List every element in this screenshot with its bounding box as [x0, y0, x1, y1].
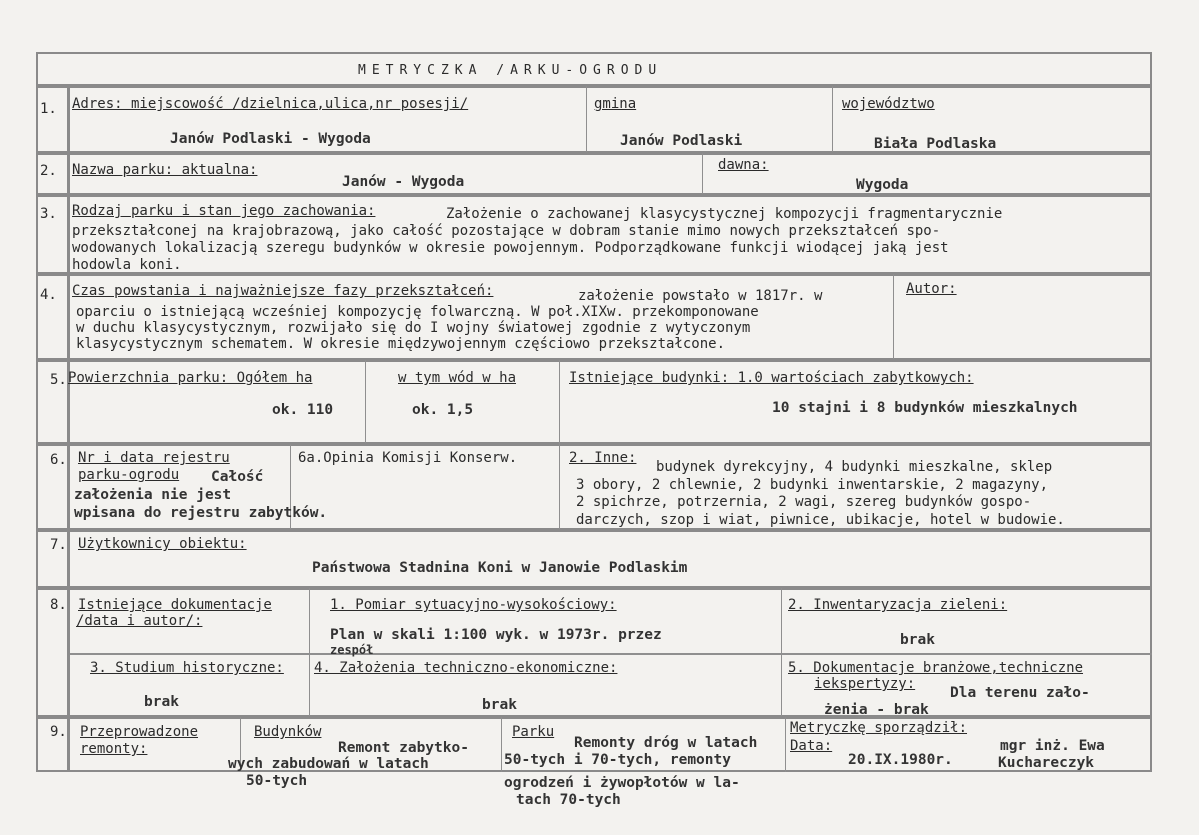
address-label: Adres: miejscowość /dzielnica,ulica,nr posesji/ — [72, 96, 469, 112]
voivodeship-value: Biała Podlaska — [874, 136, 997, 152]
vline-s5-b — [559, 360, 560, 529]
historical-study-value: brak — [144, 694, 179, 710]
survey-label: 1. Pomiar sytuacyjno-wysokościowy: — [330, 597, 617, 613]
park-name-former: Wygoda — [856, 177, 909, 193]
park-name-former-label: dawna: — [718, 157, 769, 173]
history-line-1: założenie powstało w 1817r. w — [578, 288, 823, 304]
conservation-opinion-label: 6a.Opinia Komisji Konserw. — [298, 450, 518, 466]
park-type-line-2: przekształconej na krajobrazową, jako całość pozostające w dobram stanie mimo nowych przekształceń spo- — [72, 223, 941, 239]
register-label-2: parku-ogrodu — [78, 467, 180, 483]
divider-3 — [36, 272, 1152, 276]
branch-docs-value-2: żenia - brak — [824, 702, 929, 718]
prepared-by-label: Metryczkę sporządził: — [790, 720, 968, 736]
other-buildings-line-2: 3 obory, 2 chlewnie, 2 budynki inwentarskie, 2 magazyny, — [576, 477, 1049, 493]
other-buildings-line-1: budynek dyrekcyjny, 4 budynki mieszkalne, sklep — [656, 459, 1053, 475]
survey-value-1: Plan w skali 1:100 wyk. w 1973r. przez — [330, 627, 662, 643]
vline-s8-b — [781, 588, 782, 716]
vline-s5-a — [365, 360, 366, 443]
area-label: Powierzchnia parku: Ogółem ha — [68, 370, 313, 386]
section-1-number: 1. — [40, 101, 57, 117]
section-5-number: 5. — [50, 372, 67, 388]
vline-s9-b — [501, 717, 502, 772]
register-label-1: Nr i data rejestru — [78, 450, 230, 466]
register-value-1: Całość — [211, 469, 264, 485]
history-line-2: oparciu o istniejącą wcześniej kompozycję folwarczną. W poł.XIXw. przekomponowane — [76, 304, 759, 320]
branch-docs-label-1: 5. Dokumentacje branżowe,techniczne — [788, 660, 1084, 676]
register-value-2: założenia nie jest — [74, 487, 232, 503]
users-label: Użytkownicy obiektu: — [78, 536, 247, 552]
history-line-4: klasycystycznym schematem. W okresie międzywojennym częściowo przekształcone. — [76, 336, 726, 352]
water-value: ok. 1,5 — [412, 402, 474, 418]
park-renovation-2: 50-tych i 70-tych, remonty — [504, 752, 731, 768]
voivodeship-label: województwo — [842, 96, 935, 112]
divider-title — [36, 84, 1152, 88]
vline-s4 — [893, 274, 894, 359]
branch-docs-label-2: iekspertyzy: — [814, 676, 916, 692]
park-renovation-4: tach 70-tych — [516, 792, 621, 808]
divider-5 — [36, 442, 1152, 446]
buildings-label: Istniejące budynki: 1.0 wartościach zabytkowych: — [569, 370, 974, 386]
park-type-label: Rodzaj parku i stan jego zachowania: — [72, 203, 376, 219]
greenery-inventory-value: brak — [900, 632, 935, 648]
park-type-line-1: Założenie o zachowanej klasycystycznej kompozycji fragmentarycznie — [446, 206, 1003, 222]
address-value: Janów Podlaski - Wygoda — [170, 131, 371, 147]
park-name-current: Janów - Wygoda — [342, 174, 465, 190]
preparer-name-1: mgr inż. Ewa — [1000, 738, 1105, 754]
buildings-value: 10 stajni i 8 budynków mieszkalnych — [772, 400, 1078, 416]
gmina-label: gmina — [594, 96, 637, 112]
survey-value-2: zespół — [330, 643, 374, 657]
author-label: Autor: — [906, 281, 957, 297]
section-8-number: 8. — [50, 597, 67, 613]
park-type-line-4: hodowla koni. — [72, 257, 182, 273]
date-value: 20.IX.1980r. — [848, 752, 953, 768]
vline-s8-a — [309, 588, 310, 716]
vline-s1-b — [832, 86, 833, 152]
buildings-renovation-1: Remont zabytko- — [338, 740, 469, 756]
section-4-number: 4. — [40, 287, 57, 303]
history-label: Czas powstania i najważniejsze fazy przekształceń: — [72, 283, 494, 299]
other-buildings-line-3: 2 spichrze, potrzernia, 2 wagi, szereg budynków gospo- — [576, 494, 1032, 510]
section-9-number: 9. — [50, 724, 67, 740]
gmina-value: Janów Podlaski — [620, 133, 743, 149]
documentation-label-2: /data i autor/: — [76, 613, 203, 629]
divider-2 — [36, 193, 1152, 197]
section-7-number: 7. — [50, 537, 67, 553]
park-name-label: Nazwa parku: aktualna: — [72, 162, 258, 178]
num-column-line — [67, 86, 70, 772]
park-type-line-3: wodowanych lokalizacją szeregu budynków w okresie powojennym. Podporządkowane funkcji wiodącej jaką jest — [72, 240, 949, 256]
section-2-number: 2. — [40, 163, 57, 179]
renovations-label-1: Przeprowadzone — [80, 724, 199, 740]
form-title: METRYCZKA /ARKU-OGRODU — [358, 63, 663, 78]
divider-4 — [36, 358, 1152, 362]
park-renovation-label: Parku — [512, 724, 555, 740]
other-buildings-label: 2. Inne: — [569, 450, 637, 466]
technical-assumptions-label: 4. Założenia techniczno-ekonomiczne: — [314, 660, 618, 676]
vline-s2 — [702, 153, 703, 194]
vline-s1-a — [586, 86, 587, 152]
divider-7 — [36, 586, 1152, 590]
technical-assumptions-value: brak — [482, 697, 517, 713]
divider-8a — [70, 653, 1152, 655]
park-renovation-1: Remonty dróg w latach — [574, 735, 758, 751]
divider-8 — [36, 715, 1152, 719]
buildings-renovation-2: wych zabudowań w latach — [228, 756, 429, 772]
users-value: Państwowa Stadnina Koni w Janowie Podlaskim — [312, 560, 688, 576]
historical-study-label: 3. Studium historyczne: — [90, 660, 284, 676]
history-line-3: w duchu klasycystycznym, rozwijało się do I wojny światowej zgodnie z wytyczonym — [76, 320, 751, 336]
water-label: w tym wód w ha — [398, 370, 517, 386]
renovations-label-2: remonty: — [80, 741, 148, 757]
area-total: ok. 110 — [272, 402, 334, 418]
register-value-3: wpisana do rejestru zabytków. — [74, 505, 328, 521]
other-buildings-line-4: darczych, szop i wiat, piwnice, ubikacje, hotel w budowie. — [576, 512, 1065, 528]
branch-docs-value-1: Dla terenu zało- — [950, 685, 1090, 701]
date-label: Data: — [790, 738, 833, 754]
park-renovation-3: ogrodzeń i żywopłotów w la- — [504, 775, 740, 791]
buildings-renovation-label: Budynków — [254, 724, 322, 740]
preparer-name-2: Kuchareczyk — [998, 755, 1095, 771]
greenery-inventory-label: 2. Inwentaryzacja zieleni: — [788, 597, 1008, 613]
section-3-number: 3. — [40, 206, 57, 222]
section-6-number: 6. — [50, 452, 67, 468]
documentation-label-1: Istniejące dokumentacje — [78, 597, 272, 613]
vline-s9-c — [785, 717, 786, 772]
buildings-renovation-3: 50-tych — [246, 773, 308, 789]
